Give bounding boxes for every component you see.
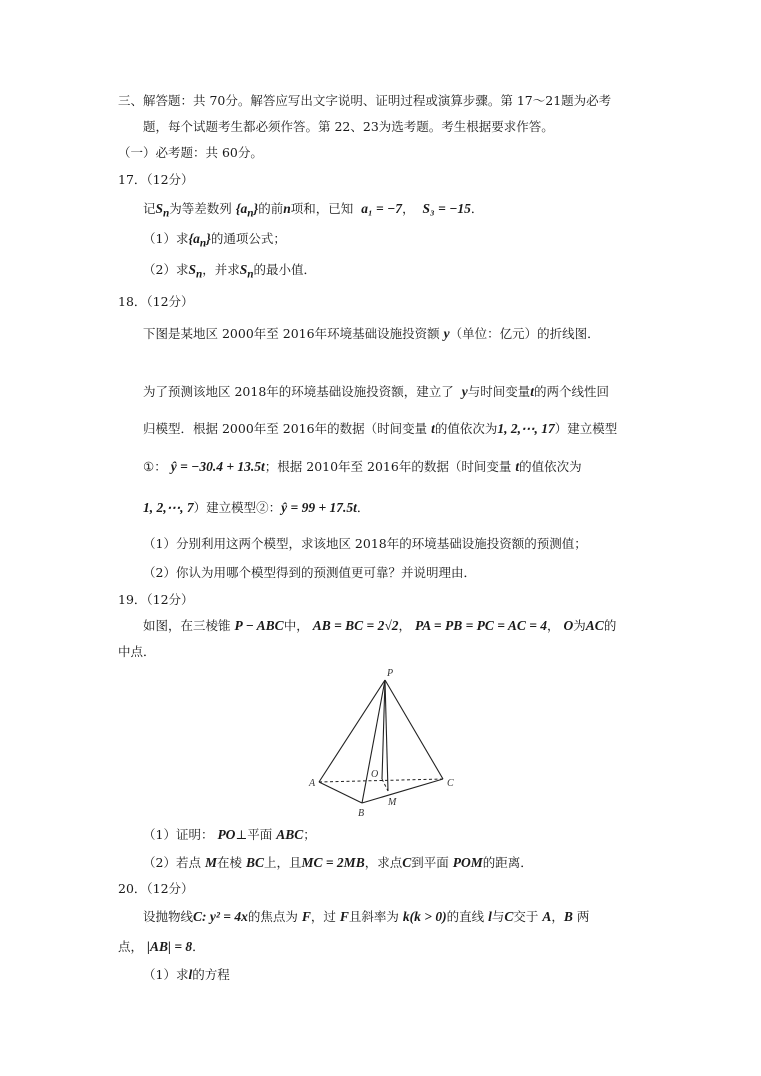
q20-line1: 设抛物线C: y² = 4x的焦点为 F，过 F且斜率为 k(k > 0)的直线 l与C交于 A，B 两 [143, 909, 590, 924]
q20-ab: |AB| = 8 [147, 939, 193, 954]
q19-c: C [402, 855, 412, 870]
q18-t: t [431, 421, 435, 436]
q17-an: $\{a_n\}$ [235, 201, 259, 220]
q17-part1: （1）求$\{a_n\}$的通项公式； [143, 231, 286, 250]
q19-eq2: PA = PB = PC = AC = 4 [415, 618, 548, 633]
q18-t: t [515, 459, 520, 474]
q19-line1: 如图，在三棱锥 P − ABC中， AB = BC = 2√2， PA = PB = PC = AC = 4， O为AC的 [143, 618, 617, 633]
q17-text: 记 [143, 201, 156, 216]
q18-line1: 下图是某地区 2000年至 2016年环境基础设施投资额 y（单位：亿元）的折线图． [143, 326, 600, 341]
section-heading: 三、解答题：共 70分。解答应写出文字说明、证明过程或演算步骤。第 17～21题为必考 [118, 93, 612, 108]
q17-an: $\{a_n\}$ [188, 231, 211, 250]
label-c: C [447, 778, 454, 789]
q19-bc: BC [245, 855, 264, 870]
q17-text: 的前 [258, 201, 284, 216]
q20-line2: 点， |AB| = 8． [118, 939, 205, 954]
q17-stem [143, 200, 483, 223]
edge-pc [385, 680, 443, 779]
q20-curve: C: y² = 4x [193, 909, 248, 924]
q18-range7: 1, 2,⋯, 7 [143, 500, 194, 515]
q17-n: n [283, 201, 291, 216]
q20-number: 20．（12分） [118, 881, 194, 896]
edge-ac [319, 779, 443, 782]
label-b: B [358, 808, 365, 819]
q17-cond1: a₁ = −7 [361, 201, 403, 216]
q18-model1: ŷ = −30.4 + 13.5t [170, 459, 265, 474]
q19-ac: AC [585, 618, 604, 633]
q19-eq1: AB = BC = 2√2 [312, 618, 399, 633]
q18-t: t [530, 384, 535, 399]
q19-part2: （2）若点 M在棱 BC上，且MC = 2MB，求点C到平面 POM的距离． [143, 855, 533, 870]
edge-ab [319, 782, 362, 803]
q17-part2: （2）求$S_n$，并求$S_n$的最小值． [143, 262, 317, 281]
q17-sn: $S_n$ [155, 201, 170, 220]
label-p: P [387, 668, 394, 679]
q18-range17: 1, 2,⋯, 17 [497, 421, 555, 436]
q20-k: k(k > 0) [402, 909, 447, 924]
q17-number: 17．（12分） [118, 172, 194, 187]
q20-b: B [563, 909, 573, 924]
q18-number: 18．（12分） [118, 294, 194, 309]
q19-m: M [204, 855, 217, 870]
q19-o: O [563, 618, 574, 633]
q19-part1: （1）证明： PO⊥平面 ABC； [143, 827, 316, 842]
q17-text: 项和，已知 [290, 201, 354, 216]
q18-part2: （2）你认为用哪个模型得到的预测值更可靠？并说明理由． [143, 565, 476, 580]
q18-part1: （1）分别利用这两个模型，求该地区 2018年的环境基础设施投资额的预测值； [143, 536, 587, 551]
q19-line2: 中点． [118, 644, 156, 659]
label-m: M [388, 797, 397, 808]
q19-abc: ABC [276, 827, 304, 842]
q17-sep: ， [402, 201, 415, 216]
q20-f: F [339, 909, 349, 924]
q20-part1: （1）求l的方程 [143, 967, 230, 982]
q19-po: PO [217, 827, 236, 842]
q18-line3: 归模型．根据 2000年至 2016年的数据（时间变量 t的值依次为1, 2,⋯, 17）建立模型 [143, 421, 618, 436]
q18-y: y [461, 384, 468, 399]
q18-line2: 为了预测该地区 2018年的环境基础设施投资额，建立了 y与时间变量t的两个线性回 [143, 384, 610, 399]
q17-sn: $S_n$ [239, 262, 254, 281]
edge-bc [362, 779, 443, 803]
q19-mc: MC = 2MB [301, 855, 365, 870]
label-a: A [309, 778, 316, 789]
section-subheading: （一）必考题：共 60分。 [118, 145, 263, 160]
q19-tetra: P − ABC [234, 618, 284, 633]
q18-model2: ŷ = 99 + 17.5t [281, 500, 357, 515]
q20-a: A [542, 909, 552, 924]
section-heading-cont: 题，每个试题考生都必须作答。第 22、23为选考题。考生根据要求作答。 [143, 119, 554, 134]
edge-pm [385, 680, 388, 791]
q18-y: y [443, 326, 450, 341]
q20-c: C [504, 909, 514, 924]
tetrahedron-figure [300, 665, 470, 825]
q18-line4: ①： ŷ = −30.4 + 13.5t；根据 2010年至 2016年的数据（时间变量 t的值依次为 [143, 459, 582, 474]
q19-pom: POM [452, 855, 483, 870]
q20-l: l [488, 909, 492, 924]
q19-number: 19．（12分） [118, 592, 194, 607]
label-o: O [371, 769, 379, 780]
q20-f: F [301, 909, 311, 924]
q17-text: 为等差数列 [169, 201, 232, 216]
q18-line5: 1, 2,⋯, 7）建立模型②：ŷ = 99 + 17.5t． [143, 500, 370, 515]
q17-sn: $S_n$ [188, 262, 203, 281]
q20-l: l [188, 967, 193, 982]
q17-cond2: S₃ = −15 [422, 201, 471, 216]
q17-text: ． [470, 201, 484, 216]
